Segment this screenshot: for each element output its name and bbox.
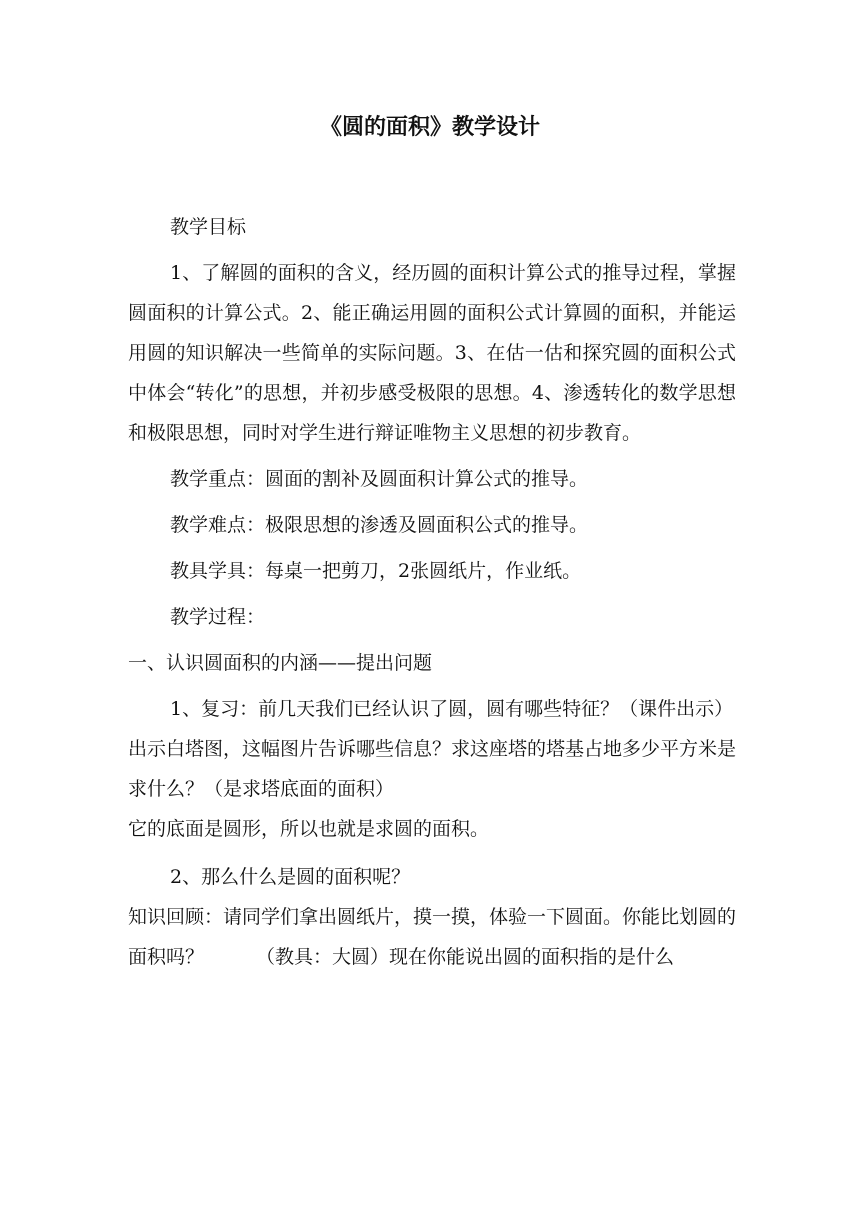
knowledge-review-part-b: （教具：大圆）现在你能说出圆的面积指的是什么 xyxy=(256,946,675,968)
document-body xyxy=(128,207,736,977)
tools-paragraph: 教具学具：每桌一把剪刀，2张圆纸片，作业纸。 xyxy=(170,560,582,582)
review-paragraph: 1、复习：前几天我们已经认识了圆，圆有哪些特征？（课件出示） xyxy=(170,698,734,720)
knowledge-review-paragraph xyxy=(128,897,736,977)
section-1-heading: 一、认识圆面积的内涵——提出问题 xyxy=(128,652,433,674)
process-heading: 教学过程： xyxy=(170,606,266,628)
knowledge-review-part-a: 知识回顾：请同学们拿出圆纸片，摸一摸，体验一下圆面。你能比划圆的面积吗？ xyxy=(128,906,737,968)
key-point-paragraph: 教学重点：圆面的割补及圆面积计算公式的推导。 xyxy=(170,468,589,490)
document-title: 《圆的面积》教学设计 xyxy=(319,115,540,140)
tower-answer-paragraph: 它的底面是圆形，所以也就是求圆的面积。 xyxy=(128,818,490,840)
objectives-paragraph: 1、了解圆的面积的含义，经历圆的面积计算公式的推导过程，掌握圆面积的计算公式。2、能正确运用圆的面积公式计算圆的面积，并能运用圆的知识解决一些简单的实际问题。3、在估一估和探究圆的面积公式中体会“转化”的思想，并初步感受极限的思想。4、渗透转化的数学思想和极限思想，同时对学生进行辩证唯物主义思想的初步教育。 xyxy=(128,262,736,444)
tower-question-paragraph: 出示白塔图，这幅图片告诉哪些信息？求这座塔的塔基占地多少平方米是求什么？（是求塔底面的面积） xyxy=(128,738,737,800)
what-is-area-paragraph: 2、那么什么是圆的面积呢？ xyxy=(170,866,411,888)
difficulty-paragraph: 教学难点：极限思想的渗透及圆面积公式的推导。 xyxy=(170,514,589,536)
heading-teaching-objectives: 教学目标 xyxy=(170,216,247,238)
